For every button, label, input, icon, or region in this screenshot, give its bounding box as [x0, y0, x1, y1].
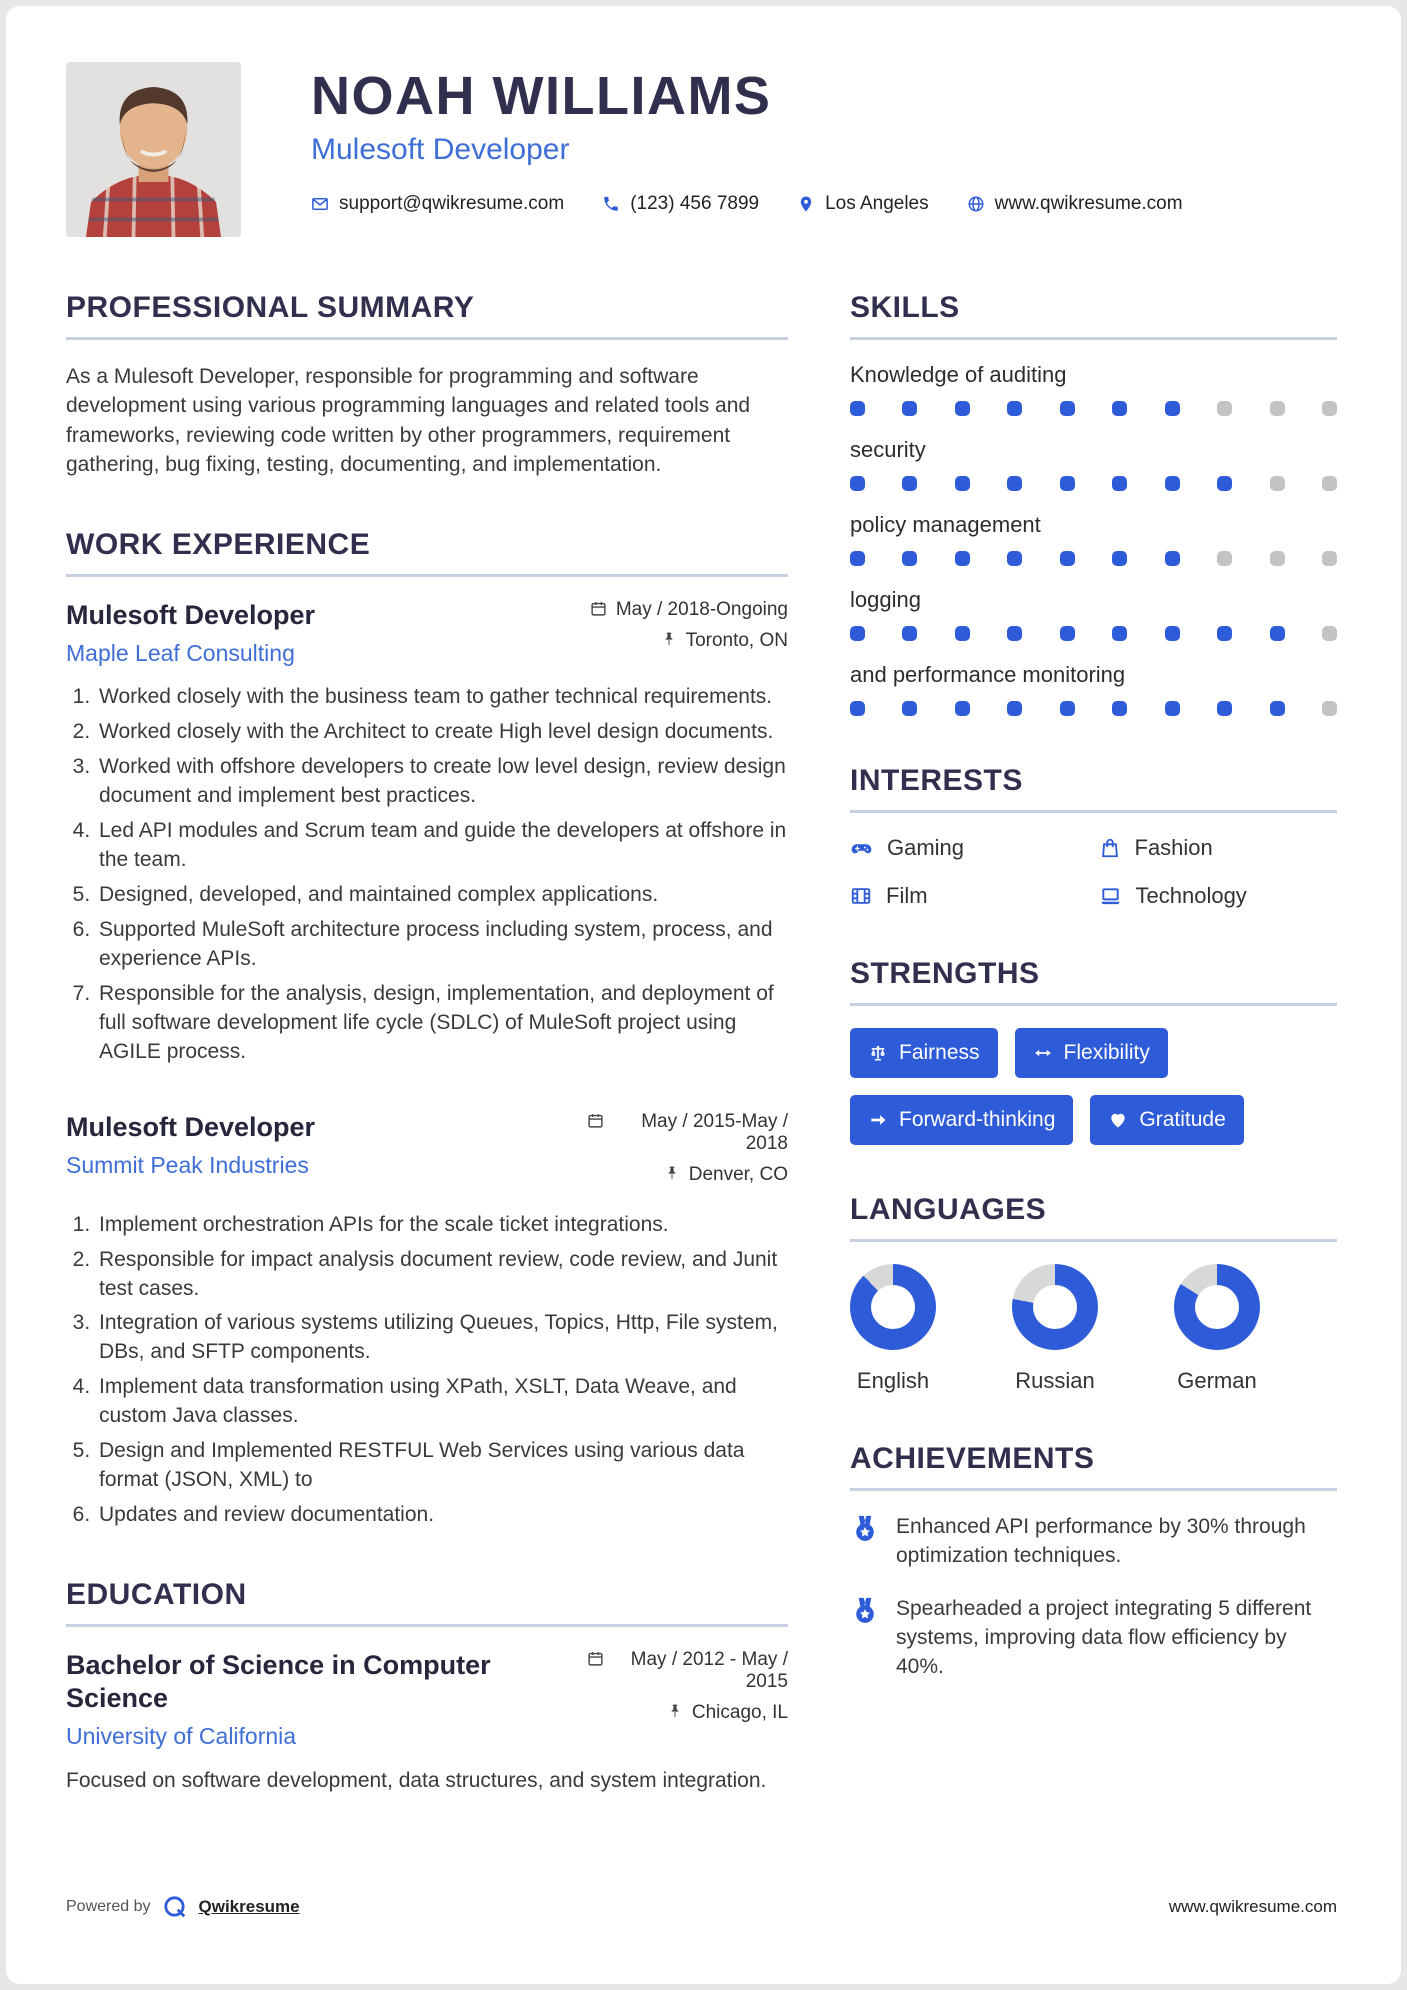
skill-dot-empty	[1217, 401, 1232, 416]
section-languages	[850, 1193, 1337, 1394]
contact-website[interactable]	[967, 193, 1183, 215]
profile-photo	[66, 62, 241, 237]
skill-label: Knowledge of auditing	[850, 362, 1067, 387]
strength-badge	[1090, 1095, 1243, 1145]
contact-location-text: Los Angeles	[825, 192, 929, 214]
job-head	[66, 1111, 788, 1195]
skill-dot-filled	[850, 626, 865, 641]
interest-item	[850, 883, 1089, 909]
footer-url: www.qwikresume.com	[1168, 1897, 1337, 1916]
skill-dot-filled	[850, 701, 865, 716]
job-location: Denver, CO	[688, 1163, 788, 1185]
person-headline: Mulesoft Developer	[311, 132, 570, 166]
resume-page	[6, 6, 1401, 1984]
job-entry	[66, 1111, 788, 1531]
job-bullets	[66, 1211, 788, 1531]
skill-label: policy management	[850, 512, 1041, 537]
job-dates: May / 2018-Ongoing	[615, 598, 788, 620]
section-work-experience	[66, 528, 788, 1531]
summary-heading: PROFESSIONAL SUMMARY	[66, 291, 788, 340]
skill-dot-empty	[1322, 476, 1337, 491]
header-text	[311, 62, 1183, 215]
section-achievements	[850, 1442, 1337, 1682]
strength-badge	[850, 1095, 1073, 1145]
job-bullet: 3. Worked with offshore developers to create low level design, review design document and implement best practices.	[96, 753, 788, 811]
skill-dot-empty	[1270, 476, 1285, 491]
job-title: Mulesoft Developer	[66, 1111, 316, 1142]
skill-dot-filled	[1217, 476, 1232, 491]
strengths-heading: STRENGTHS	[850, 957, 1337, 1006]
job-bullet: 4. Led API modules and Scrum team and guide the developers at offshore in the team.	[96, 817, 788, 875]
achievements-heading: ACHIEVEMENTS	[850, 1442, 1337, 1491]
language-item	[850, 1264, 936, 1394]
skill-dot-empty	[1322, 401, 1337, 416]
skill-dot-filled	[1060, 626, 1075, 641]
pushpin-icon	[661, 631, 677, 647]
skill-dot-filled	[1060, 701, 1075, 716]
section-skills	[850, 291, 1337, 716]
achievement-item	[850, 1595, 1337, 1682]
education-entry-left	[66, 1649, 569, 1750]
company-link[interactable]: Maple Leaf Consulting	[66, 639, 295, 666]
qwikresume-brand-link[interactable]: Qwikresume	[198, 1897, 300, 1916]
skill-dot-filled	[1060, 476, 1075, 491]
language-label: Russian	[1015, 1368, 1095, 1393]
arrow-right-icon	[868, 1110, 888, 1130]
skill-dots	[850, 551, 1337, 566]
education-entry	[66, 1649, 788, 1750]
shopping-bag-icon	[1099, 837, 1121, 859]
skill-dot-filled	[1112, 701, 1127, 716]
languages-heading: LANGUAGES	[850, 1193, 1337, 1242]
contact-phone[interactable]	[602, 193, 759, 215]
skill-dot-filled	[1060, 401, 1075, 416]
section-professional-summary	[66, 291, 788, 480]
contact-phone-text: (123) 456 7899	[630, 192, 760, 214]
film-icon	[850, 885, 872, 907]
profile-photo-illustration	[66, 62, 241, 237]
language-item	[1174, 1264, 1260, 1394]
education-heading: EDUCATION	[66, 1578, 788, 1627]
footer-left	[66, 1894, 300, 1920]
skill-item	[850, 587, 1337, 641]
interest-item	[1099, 835, 1338, 861]
skill-dot-filled	[955, 401, 970, 416]
skill-dot-filled	[850, 476, 865, 491]
strength-badge	[1015, 1028, 1168, 1078]
skill-dot-filled	[902, 701, 917, 716]
skill-dot-empty	[1322, 626, 1337, 641]
education-location-line	[587, 1702, 788, 1724]
skill-dot-filled	[1060, 551, 1075, 566]
skill-dot-filled	[1112, 551, 1127, 566]
skill-dot-empty	[1217, 551, 1232, 566]
interest-item	[1099, 883, 1338, 909]
achievement-item	[850, 1513, 1337, 1571]
contact-email-text: support@qwikresume.com	[339, 192, 565, 214]
location-pin-icon	[797, 195, 815, 213]
job-location: Toronto, ON	[685, 629, 788, 651]
job-bullet: 6. Supported MuleSoft architecture process including system, process, and experience APIs.	[96, 916, 788, 974]
skill-dot-empty	[1322, 701, 1337, 716]
skill-item	[850, 362, 1337, 416]
skill-dot-filled	[1217, 626, 1232, 641]
achievements-list	[850, 1513, 1337, 1682]
contact-location	[797, 193, 929, 215]
calendar-icon	[590, 600, 607, 617]
skill-dot-filled	[902, 476, 917, 491]
strength-label: Flexibility	[1063, 1041, 1150, 1064]
skill-dot-filled	[1165, 551, 1180, 566]
skill-dots	[850, 476, 1337, 491]
education-dates-line	[587, 1649, 788, 1693]
job-title: Mulesoft Developer	[66, 599, 316, 630]
skill-dot-empty	[1322, 551, 1337, 566]
section-education	[66, 1578, 788, 1795]
job-dates-line	[590, 599, 788, 621]
medal-icon	[850, 1514, 880, 1544]
laptop-icon	[1099, 885, 1122, 908]
job-dates-line	[587, 1111, 788, 1155]
skill-dot-filled	[1007, 701, 1022, 716]
school-link[interactable]: University of California	[66, 1723, 297, 1750]
strengths-list	[850, 1028, 1337, 1145]
pushpin-icon	[667, 1703, 683, 1719]
skill-dots	[850, 401, 1337, 416]
skill-dot-filled	[1217, 701, 1232, 716]
skill-dot-filled	[1007, 551, 1022, 566]
job-meta	[587, 1111, 788, 1195]
language-label: German	[1177, 1368, 1257, 1393]
skill-dot-filled	[1112, 476, 1127, 491]
person-name: NOAH WILLIAMS	[311, 66, 772, 126]
job-head	[66, 599, 788, 667]
job-location-line	[587, 1164, 788, 1186]
skill-dot-filled	[1007, 476, 1022, 491]
interest-label: Gaming	[887, 835, 965, 860]
skill-dot-filled	[1007, 401, 1022, 416]
scales-icon	[868, 1043, 888, 1063]
skill-dot-empty	[1270, 551, 1285, 566]
right-column	[850, 291, 1337, 1706]
language-donut-chart	[850, 1264, 936, 1350]
job-head-left	[66, 1111, 569, 1195]
email-icon	[311, 195, 329, 213]
skill-dot-filled	[902, 401, 917, 416]
strength-badge	[850, 1028, 998, 1078]
skill-dot-filled	[1112, 626, 1127, 641]
skill-dot-filled	[955, 626, 970, 641]
skill-dot-filled	[850, 401, 865, 416]
skill-dot-filled	[902, 626, 917, 641]
pushpin-icon	[664, 1165, 680, 1181]
footer	[66, 1824, 1337, 1920]
interest-label: Technology	[1135, 883, 1247, 908]
contact-email[interactable]	[311, 193, 564, 215]
contact-row	[311, 193, 1183, 215]
skill-dot-filled	[955, 551, 970, 566]
job-bullet: 4. Implement data transformation using XPath, XSLT, Data Weave, and custom Java classes.	[96, 1373, 788, 1431]
job-bullet: 1. Implement orchestration APIs for the scale ticket integrations.	[96, 1211, 788, 1240]
skill-dot-filled	[1165, 626, 1180, 641]
interest-label: Fashion	[1134, 835, 1213, 860]
qwikresume-logo-icon	[162, 1894, 188, 1920]
job-bullets	[66, 683, 788, 1067]
job-bullet: 2. Responsible for impact analysis document review, code review, and Junit test cases.	[96, 1246, 788, 1304]
degree-title: Bachelor of Science in Computer Science	[66, 1650, 491, 1713]
job-bullet: 5. Design and Implemented RESTFUL Web Services using various data format (JSON, XML) to	[96, 1437, 788, 1495]
skill-dot-filled	[1270, 626, 1285, 641]
phone-icon	[602, 195, 620, 213]
medal-icon	[850, 1596, 880, 1626]
skills-heading: SKILLS	[850, 291, 1337, 340]
education-dates: May / 2012 - May / 2015	[630, 1649, 788, 1693]
gamepad-icon	[850, 837, 873, 860]
globe-icon	[967, 195, 985, 213]
skill-item	[850, 512, 1337, 566]
languages-list	[850, 1264, 1337, 1394]
job-location-line	[590, 630, 788, 652]
job-bullet: 5. Designed, developed, and maintained complex applications.	[96, 881, 788, 910]
left-column	[66, 291, 788, 1795]
skill-dot-filled	[1165, 701, 1180, 716]
interests-heading: INTERESTS	[850, 764, 1337, 813]
skill-dot-filled	[1165, 476, 1180, 491]
strength-label: Forward-thinking	[899, 1108, 1056, 1131]
experience-heading: WORK EXPERIENCE	[66, 528, 788, 577]
job-bullet: 7. Responsible for the analysis, design, implementation, and deployment of full software development life cycle (SDLC) of MuleSoft project using AGILE process.	[96, 980, 788, 1067]
skill-dot-filled	[1007, 626, 1022, 641]
interests-grid	[850, 835, 1337, 909]
skill-dot-empty	[1270, 401, 1285, 416]
education-description: Focused on software development, data structures, and system integration.	[66, 1769, 767, 1793]
strength-label: Fairness	[899, 1041, 980, 1064]
section-interests	[850, 764, 1337, 909]
job-entry	[66, 599, 788, 1067]
summary-text: As a Mulesoft Developer, responsible for programming and software development using various programming languages and related tools and frameworks, reviewing code written by other programmers, requirement gathering, bug fixing, testing, documenting, and implementation.	[66, 365, 751, 477]
skill-label: logging	[850, 587, 921, 612]
jobs-list	[66, 599, 788, 1531]
skill-dot-filled	[955, 701, 970, 716]
skill-dots	[850, 626, 1337, 641]
job-bullet: 1. Worked closely with the business team to gather technical requirements.	[96, 683, 788, 712]
content-columns	[66, 291, 1337, 1824]
skill-dot-filled	[1270, 701, 1285, 716]
language-item	[1012, 1264, 1098, 1394]
job-head-left	[66, 599, 572, 667]
skill-dot-filled	[1112, 401, 1127, 416]
skill-label: security	[850, 437, 926, 462]
calendar-icon	[587, 1112, 604, 1129]
skill-dot-filled	[902, 551, 917, 566]
double-arrow-icon	[1033, 1043, 1053, 1063]
header	[66, 62, 1337, 237]
skill-item	[850, 437, 1337, 491]
skill-dot-filled	[955, 476, 970, 491]
company-link[interactable]: Summit Peak Industries	[66, 1151, 309, 1178]
strength-label: Gratitude	[1139, 1108, 1226, 1131]
job-bullet: 6. Updates and review documentation.	[96, 1501, 788, 1530]
section-strengths	[850, 957, 1337, 1145]
language-donut-chart	[1174, 1264, 1260, 1350]
job-dates: May / 2015-May / 2018	[641, 1110, 788, 1154]
language-label: English	[856, 1368, 930, 1393]
interest-item	[850, 835, 1089, 861]
skill-label: and performance monitoring	[850, 662, 1126, 687]
education-location: Chicago, IL	[691, 1702, 788, 1724]
education-meta	[587, 1649, 788, 1750]
skills-list	[850, 362, 1337, 716]
powered-by-label: Powered by	[66, 1898, 151, 1915]
skill-item	[850, 662, 1337, 716]
interest-label: Film	[886, 883, 928, 908]
heart-icon	[1108, 1110, 1128, 1130]
job-bullet: 3. Integration of various systems utilizing Queues, Topics, Http, File system, DBs, and SFTP components.	[96, 1309, 788, 1367]
achievement-text: Enhanced API performance by 30% through optimization techniques.	[896, 1515, 1306, 1567]
language-donut-chart	[1012, 1264, 1098, 1350]
skill-dot-filled	[850, 551, 865, 566]
achievement-text: Spearheaded a project integrating 5 different systems, improving data flow efficiency by 40%.	[896, 1596, 1312, 1678]
skill-dot-filled	[1165, 401, 1180, 416]
job-meta	[590, 599, 788, 667]
skill-dots	[850, 701, 1337, 716]
contact-website-text: www.qwikresume.com	[994, 192, 1183, 214]
job-bullet: 2. Worked closely with the Architect to create High level design documents.	[96, 718, 788, 747]
calendar-icon	[587, 1650, 604, 1667]
